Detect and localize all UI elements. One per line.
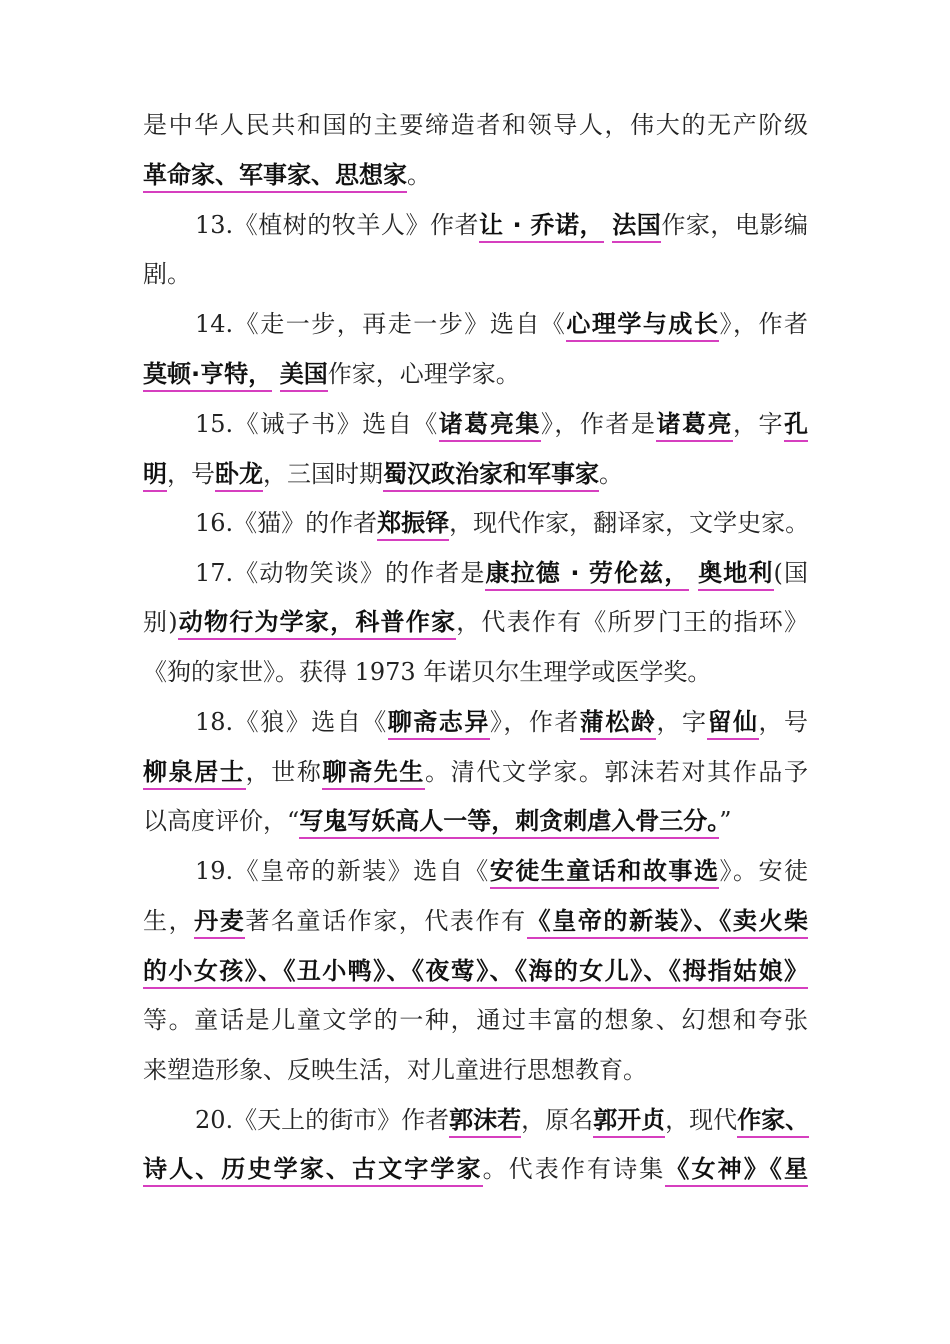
answer-text: 法国	[612, 211, 661, 243]
body-text: 14.《走一步，再走一步》选自《	[195, 310, 567, 338]
body-text: ，号	[758, 708, 809, 736]
text-line	[195, 556, 808, 590]
text-line	[143, 755, 808, 789]
text-line	[195, 705, 808, 739]
body-text: ，字	[732, 410, 785, 438]
body-text: 是中华人民共和国的主要缔造者和领导人，伟大的无产阶级	[143, 111, 808, 139]
body-text: 。清代文学家。郭沫若对其作品予	[425, 758, 809, 786]
text-line	[143, 158, 808, 192]
answer-text: 孔	[784, 410, 808, 442]
text-line	[143, 954, 808, 988]
body-text	[689, 559, 698, 587]
body-text: (国	[773, 559, 808, 587]
text-line	[143, 108, 808, 142]
text-line	[143, 1152, 808, 1186]
text-line	[143, 1053, 808, 1087]
body-text: 来塑造形象、反映生活，对儿童进行思想教育。	[143, 1056, 647, 1084]
body-text: 17.《动物笑谈》的作者是	[195, 559, 486, 587]
body-text: ”	[719, 807, 732, 835]
answer-text: 莫顿·亨特，	[143, 360, 272, 392]
answer-text: 丹麦	[194, 907, 245, 939]
body-text: ，号	[167, 460, 215, 488]
body-text: ，三国时期	[263, 460, 383, 488]
text-line	[143, 357, 808, 391]
answer-text: 郑振铎	[377, 509, 449, 541]
answer-text: 动物行为学家，科普作家	[178, 608, 457, 640]
answer-text: 作家、	[737, 1106, 809, 1138]
body-text: 。	[599, 460, 623, 488]
body-text: 13.《植树的牧羊人》作者	[195, 211, 480, 239]
body-text: 。	[407, 161, 431, 189]
text-line	[143, 257, 808, 291]
answer-text: 诗人、历史学家、古文字学家	[143, 1155, 483, 1187]
answer-text: 美国	[280, 360, 328, 392]
answer-text: 明	[143, 460, 167, 492]
body-text: 15.《诫子书》选自《	[195, 410, 439, 438]
answer-text: 《女神》《星	[665, 1155, 808, 1187]
text-line	[195, 307, 808, 341]
answer-text: 安徒生童话和故事选	[490, 857, 720, 889]
answer-text: 蒲松龄	[580, 708, 657, 740]
text-line	[195, 208, 808, 242]
body-text: 《狗的家世》。获得 1973 年诺贝尔生理学或医学奖。	[143, 658, 712, 686]
answer-text: 康拉德 · 劳伦兹，	[485, 559, 689, 591]
answer-text: 奥地利	[698, 559, 773, 591]
body-text: 作家，心理学家。	[327, 360, 520, 388]
text-line	[143, 457, 808, 491]
answer-text: 蜀汉政治家和军事家	[383, 460, 599, 492]
answer-text: 卧龙	[215, 460, 263, 492]
text-line	[143, 904, 808, 938]
answer-text: 聊斋先生	[322, 758, 425, 790]
text-line	[195, 506, 808, 540]
body-text: 等。童话是儿童文学的一种，通过丰富的想象、幻想和夸张	[143, 1006, 808, 1034]
answer-text: 写鬼写妖高人一等，刺贪刺虐入骨三分。	[299, 807, 719, 839]
body-text: 别)	[143, 608, 178, 636]
answer-text: 留仙	[707, 708, 758, 740]
text-line	[143, 1003, 808, 1037]
body-text: 》，作者是	[540, 410, 657, 438]
body-text: 。代表作有诗集	[482, 1155, 666, 1183]
body-text: 生，	[143, 907, 195, 935]
body-text: ，代表作有《所罗门王的指环》	[456, 608, 809, 636]
body-text: 》，作者	[719, 310, 809, 338]
body-text: ，世称	[245, 758, 323, 786]
text-line	[143, 804, 808, 838]
body-text: 以高度评价，“	[143, 807, 300, 835]
text-line	[195, 407, 808, 441]
body-text: 18.《狼》选自《	[195, 708, 388, 736]
body-text: ，原名	[521, 1106, 594, 1134]
body-text: 剧。	[143, 260, 191, 288]
answer-text: 聊斋志异	[388, 708, 490, 740]
text-line	[195, 1103, 808, 1137]
answer-text: 让 · 乔诺，	[479, 211, 604, 243]
answer-text: 柳泉居士	[143, 758, 246, 790]
text-line	[143, 605, 808, 639]
body-text: 著名童话作家，代表作有	[245, 907, 527, 935]
body-text: ，字	[656, 708, 708, 736]
answer-text: 心理学与成长	[566, 310, 719, 342]
body-text: 》。安徒	[719, 857, 809, 885]
answer-text: 郭沫若	[449, 1106, 521, 1138]
text-line	[143, 655, 808, 689]
body-text: 作家，电影编	[661, 211, 809, 239]
body-text: 20.《天上的街市》作者	[195, 1106, 450, 1134]
answer-text: 《皇帝的新装》、《卖火柴	[527, 907, 808, 939]
answer-text: 的小女孩》、《丑小鸭》、《夜莺》、《海的女儿》、《拇指姑娘》	[143, 957, 808, 989]
answer-text: 革命家、军事家、思想家	[143, 161, 407, 193]
body-text: 》，作者	[489, 708, 580, 736]
answer-text: 诸葛亮	[656, 410, 733, 442]
body-text: ，现代	[665, 1106, 738, 1134]
body-text	[272, 360, 280, 388]
text-line	[195, 854, 808, 888]
answer-text: 郭开贞	[593, 1106, 665, 1138]
answer-text: 诸葛亮集	[439, 410, 541, 442]
body-text: ，现代作家，翻译家，文学史家。	[449, 509, 810, 537]
body-text: 16.《猫》的作者	[195, 509, 378, 537]
body-text: 19.《皇帝的新装》选自《	[195, 857, 490, 885]
